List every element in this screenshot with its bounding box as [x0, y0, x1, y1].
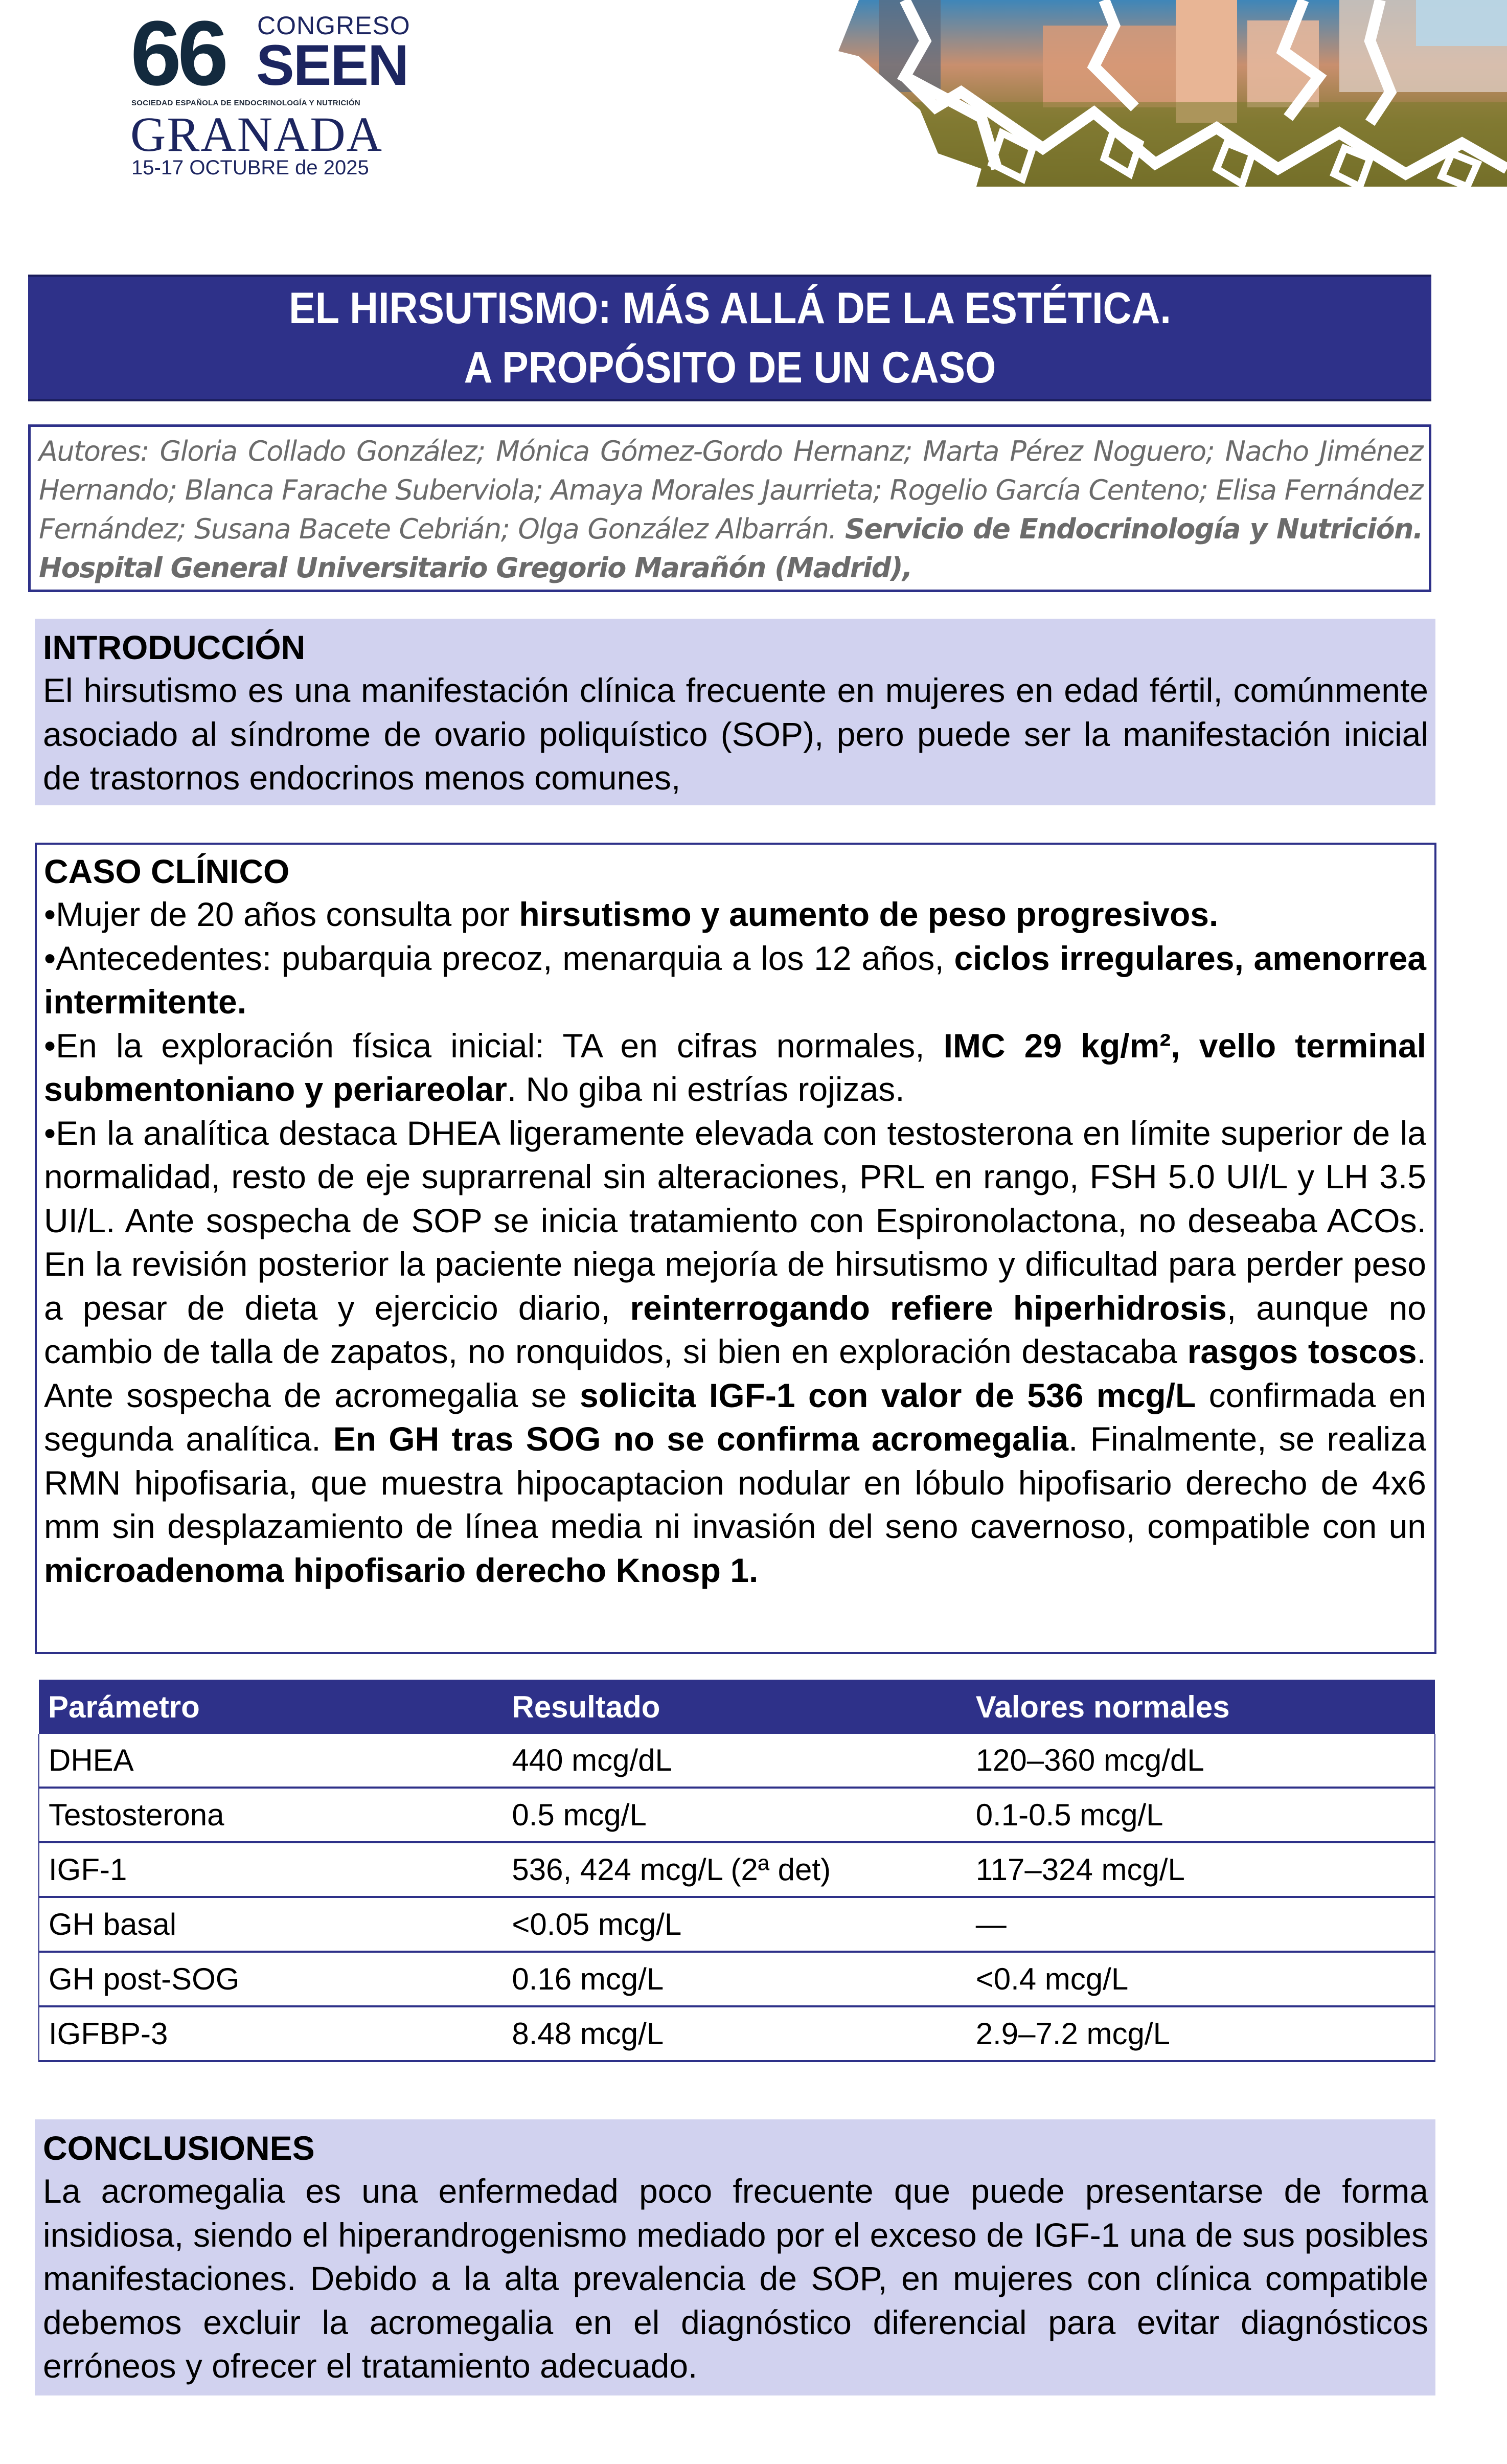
case-highlight: hirsutismo y aumento de peso progresivos.: [519, 895, 1219, 933]
poster-title: EL HIRSUTISMO: MÁS ALLÁ DE LA ESTÉTICA. A PROPÓSITO DE UN CASO: [288, 284, 1171, 392]
cell-parameter: DHEA: [39, 1734, 503, 1788]
authors-affiliation: Servicio de Endocrinología y Nutrición. Hospital General Universitario Gregorio Marañón (Madrid),: [39, 513, 1423, 584]
column-header-result: Resultado: [503, 1680, 966, 1734]
cell-normal: 117–324 mcg/L: [967, 1842, 1435, 1897]
clinical-case-section: [35, 843, 1436, 1654]
cell-parameter: IGF-1: [39, 1842, 503, 1897]
cell-result: 440 mcg/dL: [503, 1734, 966, 1788]
conclusions-text: La acromegalia es una enfermedad poco frecuente que puede presentarse de forma insidiosa, siendo el hiperandrogenismo mediado por el exceso de IGF-1 una de sus posibles manifestaciones. Debido a la alta prevalencia de SOP, en mujeres con clínica compatible debemos excluir la acromegalia en el diagnóstico diferencial para evitar diagnósticos erróneos y ofrecer el tratamiento adecuado.: [43, 2172, 1428, 2385]
case-text: . No giba ni estrías rojizas.: [507, 1070, 905, 1108]
cell-parameter: Testosterona: [39, 1788, 503, 1842]
case-item-presentation: [44, 893, 1426, 937]
clinical-case-heading: CASO CLÍNICO: [44, 852, 290, 890]
table-row: [39, 1734, 1435, 1788]
case-highlight: En GH tras SOG no se confirma acromegalia: [333, 1420, 1069, 1458]
poster-title-banner: [28, 275, 1431, 401]
congress-logo: [130, 2, 410, 179]
case-highlight: microadenoma hipofisario derecho Knosp 1.: [44, 1551, 759, 1589]
case-item-labs: [44, 1112, 1426, 1593]
introduction-heading: INTRODUCCIÓN: [43, 628, 306, 666]
alhambra-collage-icon: [828, 0, 1507, 187]
case-text: •En la analítica destaca DHEA ligeramente elevada con testosterona en límite superior de la normalidad, resto de eje suprarrenal sin alteraciones, PRL en rango, FSH 5.0 UI/L y LH 3.5 UI/L. Ante sospecha de SOP se inicia tratamiento con Espironolactona, no deseaba ACOs. En la revisión posterior la paciente niega mejoría de hirsutismo y dificultad para perder peso a pesar de dieta y ejercicio diario,: [44, 1114, 1426, 1327]
authors-box: [28, 424, 1431, 592]
cell-parameter: GH post-SOG: [39, 1952, 503, 2006]
case-highlight: solicita IGF-1 con valor de 536 mcg/L: [580, 1376, 1196, 1414]
case-text: •Mujer de 20 años consulta por: [44, 895, 519, 933]
authors-list: Autores: Gloria Collado González; Mónica Gómez-Gordo Hernanz; Marta Pérez Noguero; Nacho Jiménez Hernando; Blanca Farache Suberviola; Amaya Morales Jaurrieta; Rogelio García Centeno; Elisa Fernández Fernández; Susana Bacete Cebrián; Olga González Albarrán.: [39, 435, 1423, 545]
cell-normal: 2.9–7.2 mcg/L: [967, 2006, 1435, 2061]
cell-normal: <0.4 mcg/L: [967, 1952, 1435, 2006]
cell-parameter: IGFBP-3: [39, 2006, 503, 2061]
case-text: , aunque no cambio de talla de zapatos, no ronquidos, si bien en exploración destacaba: [44, 1288, 1426, 1370]
table-row: [39, 1842, 1435, 1897]
column-header-normal-values: Valores normales: [967, 1680, 1435, 1734]
introduction-section: [35, 619, 1435, 805]
case-item-exam: [44, 1024, 1426, 1112]
cell-result: 536, 424 mcg/L (2ª det): [503, 1842, 966, 1897]
logo-number: 66: [130, 2, 225, 105]
case-text: •Antecedentes: pubarquia precoz, menarquia a los 12 años,: [44, 939, 954, 977]
table-row: [39, 2006, 1435, 2061]
logo-dates: 15-17 OCTUBRE de 2025: [131, 156, 369, 179]
logo-society: SOCIEDAD ESPAÑOLA DE ENDOCRINOLOGÍA Y NUTRICIÓN: [131, 99, 361, 107]
cell-result: <0.05 mcg/L: [503, 1897, 966, 1952]
cell-normal: 120–360 mcg/dL: [967, 1734, 1435, 1788]
table-row: [39, 1897, 1435, 1952]
column-header-parameter: Parámetro: [39, 1680, 503, 1734]
case-text: . Ante sospecha de acromegalia se: [44, 1332, 1426, 1414]
table-row: [39, 1788, 1435, 1842]
table-row: [39, 1952, 1435, 2006]
introduction-text: El hirsutismo es una manifestación clínica frecuente en mujeres en edad fértil, comúnmente asociado al síndrome de ovario poliquístico (SOP), pero puede ser la manifestación inicial de trastornos endocrinos menos comunes,: [43, 671, 1428, 797]
cell-parameter: GH basal: [39, 1897, 503, 1952]
case-highlight: ciclos irregulares, amenorrea intermitente.: [44, 939, 1426, 1021]
cell-normal: —: [967, 1897, 1435, 1952]
logo-city: GRANADA: [130, 107, 383, 162]
cell-result: 8.48 mcg/L: [503, 2006, 966, 2061]
case-highlight: rasgos toscos: [1187, 1332, 1417, 1370]
banner-image: [828, 0, 1507, 187]
cell-result: 0.5 mcg/L: [503, 1788, 966, 1842]
case-text: confirmada en segunda analítica.: [44, 1376, 1427, 1458]
table-header-row: [39, 1680, 1435, 1734]
lab-results-table: [38, 1680, 1435, 2062]
conclusions-section: [35, 2119, 1435, 2395]
logo-congreso: CONGRESO: [257, 11, 410, 40]
case-highlight: IMC 29 kg/m², vello terminal submentoniano y periareolar: [44, 1026, 1427, 1108]
cell-result: 0.16 mcg/L: [503, 1952, 966, 2006]
logo-seen: SEEN: [256, 33, 408, 97]
authors-paragraph: [39, 432, 1423, 587]
case-text: •En la exploración física inicial: TA en cifras normales,: [44, 1026, 944, 1065]
conclusions-heading: CONCLUSIONES: [43, 2129, 315, 2167]
case-highlight: reinterrogando refiere hiperhidrosis: [630, 1288, 1227, 1327]
case-item-history: [44, 937, 1426, 1024]
cell-normal: 0.1-0.5 mcg/L: [967, 1788, 1435, 1842]
case-text: . Finalmente, se realiza RMN hipofisaria, que muestra hipocaptacion nodular en lóbulo hipofisario derecho de 4x6 mm sin desplazamiento de línea media ni invasión del seno cavernoso, compatible con un: [44, 1420, 1426, 1545]
